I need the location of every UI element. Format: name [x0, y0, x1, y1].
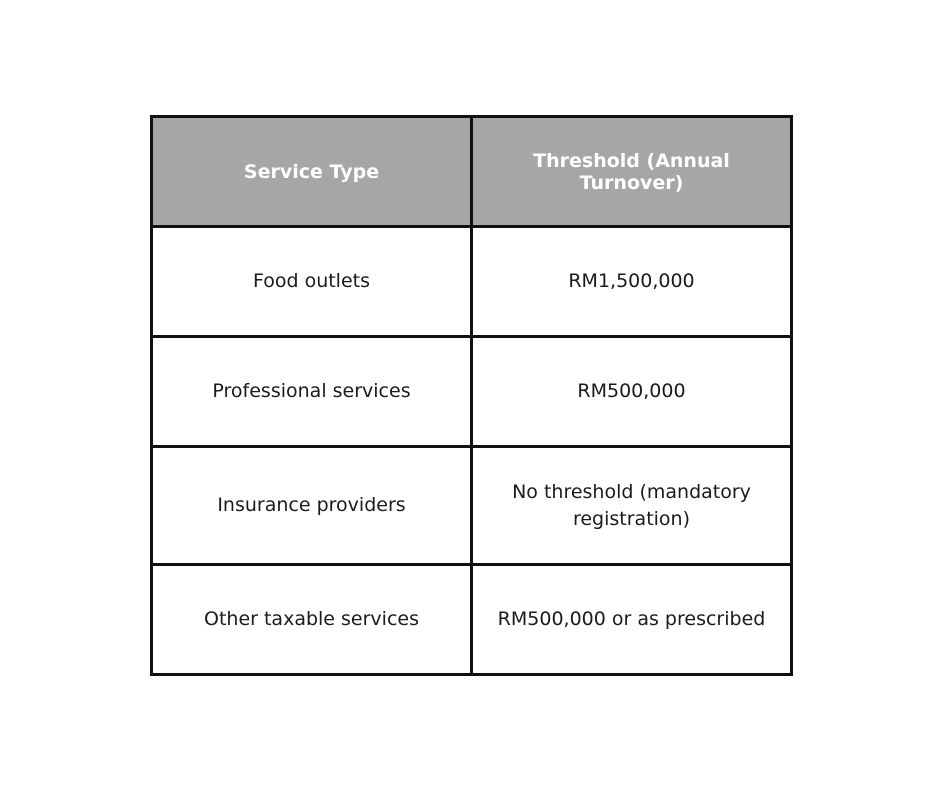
header-threshold: Threshold (Annual Turnover) — [472, 117, 792, 227]
cell-service-type: Food outlets — [152, 227, 472, 337]
threshold-table — [150, 115, 793, 676]
table-row — [152, 565, 792, 675]
table-row — [152, 447, 792, 565]
header-service-type: Service Type — [152, 117, 472, 227]
table-header-row — [152, 117, 792, 227]
cell-service-type: Other taxable services — [152, 565, 472, 675]
cell-service-type: Professional services — [152, 337, 472, 447]
cell-service-type: Insurance providers — [152, 447, 472, 565]
table-row — [152, 227, 792, 337]
cell-threshold: RM1,500,000 — [472, 227, 792, 337]
cell-threshold: RM500,000 — [472, 337, 792, 447]
cell-threshold: RM500,000 or as prescribed — [472, 565, 792, 675]
cell-threshold: No threshold (mandatory registration) — [472, 447, 792, 565]
table-row — [152, 337, 792, 447]
